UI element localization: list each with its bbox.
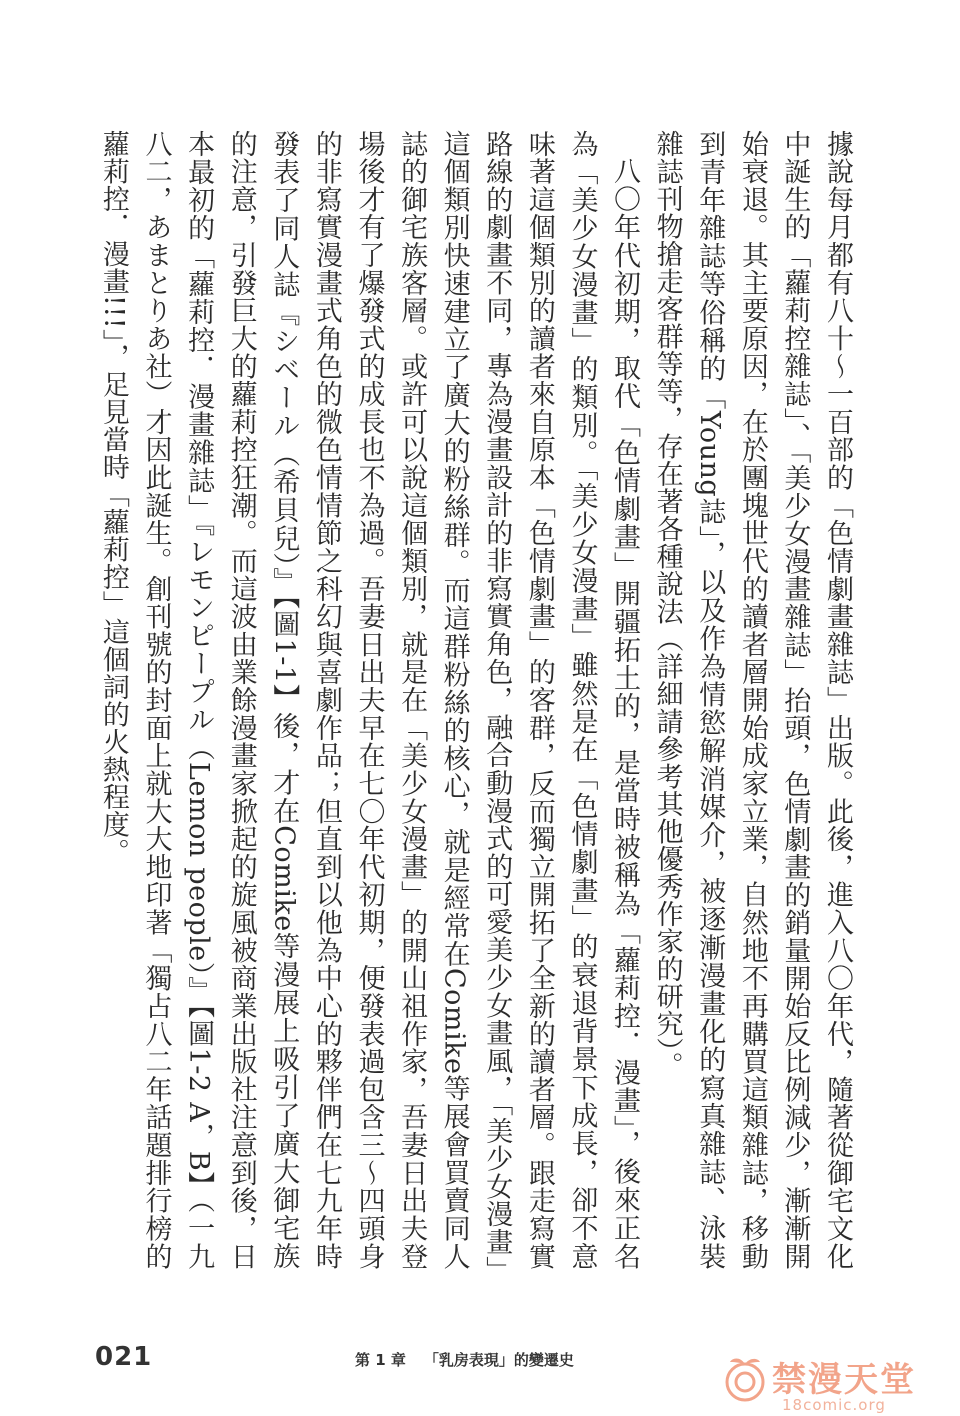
watermark-url: 18comic.org xyxy=(782,1396,886,1414)
running-footer xyxy=(355,1349,574,1370)
paragraph-2: 八〇年代初期，取代「色情劇畫」開疆拓土的，是當時被稱為「蘿莉控．漫畫」，後來正名為「美少女漫畫」的類別。「美少女漫畫」雖然是在「色情劇畫」的衰退背景下成長，卻不意味著這個類別的讀者來自原本「色情劇畫」的客群，反而獨立開拓了全新的讀者層。跟走寫實路線的劇畫不同，專為漫畫設計的非寫實角色，融合動漫式的可愛美少女畫風，「美少女漫畫」這個類別快速建立了廣大的粉絲群。而這群粉絲的核心，就是經常在Comike等展會買賣同人誌的御宅族客層。或許可以說這個類別，就是在「美少女漫畫」的開山祖作家，吾妻日出夫登場後才有了爆發式的成長也不為過。吾妻日出夫早在七〇年代初期，便發表過包含三～四頭身的非寫實漫畫式角色的微色情情節之科幻與喜劇作品；但直到以他為中心的夥伴們在七九年時發表了同人誌『シベール（希貝兒）』【圖1-1】後，才在Comike等漫展上吸引了廣大御宅族的注意，引發巨大的蘿莉控狂潮。而這波由業餘漫畫家掀起的旋風被商業出版社注意到後，日本最初的「蘿莉控．漫畫雜誌」『レモンピープル（Lemon people）』【圖1-2 A，B】（一九八二，あまとりあ社）才因此誕生。創刊號的封面上就大大地印著「獨占八二年話題排行榜的蘿莉控．漫畫!!!」，足見當時「蘿莉控」這個詞的火熱程度。 xyxy=(97,130,641,1270)
peach-logo-icon xyxy=(720,1354,770,1404)
chapter-label: 第 1 章 xyxy=(355,1351,406,1369)
chapter-title: 「乳房表現」的變遷史 xyxy=(423,1351,574,1369)
watermark xyxy=(720,1352,940,1414)
body-text xyxy=(78,130,858,1270)
watermark-name: 禁漫天堂 xyxy=(772,1360,916,1400)
page-number: 021 xyxy=(95,1342,153,1372)
paragraph-1: 據說每月都有八十～一百部的「色情劇畫雜誌」出版。此後，進入八〇年代，隨著從御宅文化中誕生的「蘿莉控雜誌」、「美少女漫畫雜誌」抬頭，色情劇畫的銷量開始反比例減少，漸漸開始衰退。其主要原因，在於團塊世代的讀者層開始成家立業，自然地不再購買這類雜誌，移動到青年雜誌等俗稱的「Young誌」，以及作為情慾解消媒介，被逐漸漫畫化的寫真雜誌、泳裝雜誌刊物搶走客群等等，存在著各種說法（詳細請參考其他優秀作家的研究）。 xyxy=(651,130,853,1270)
